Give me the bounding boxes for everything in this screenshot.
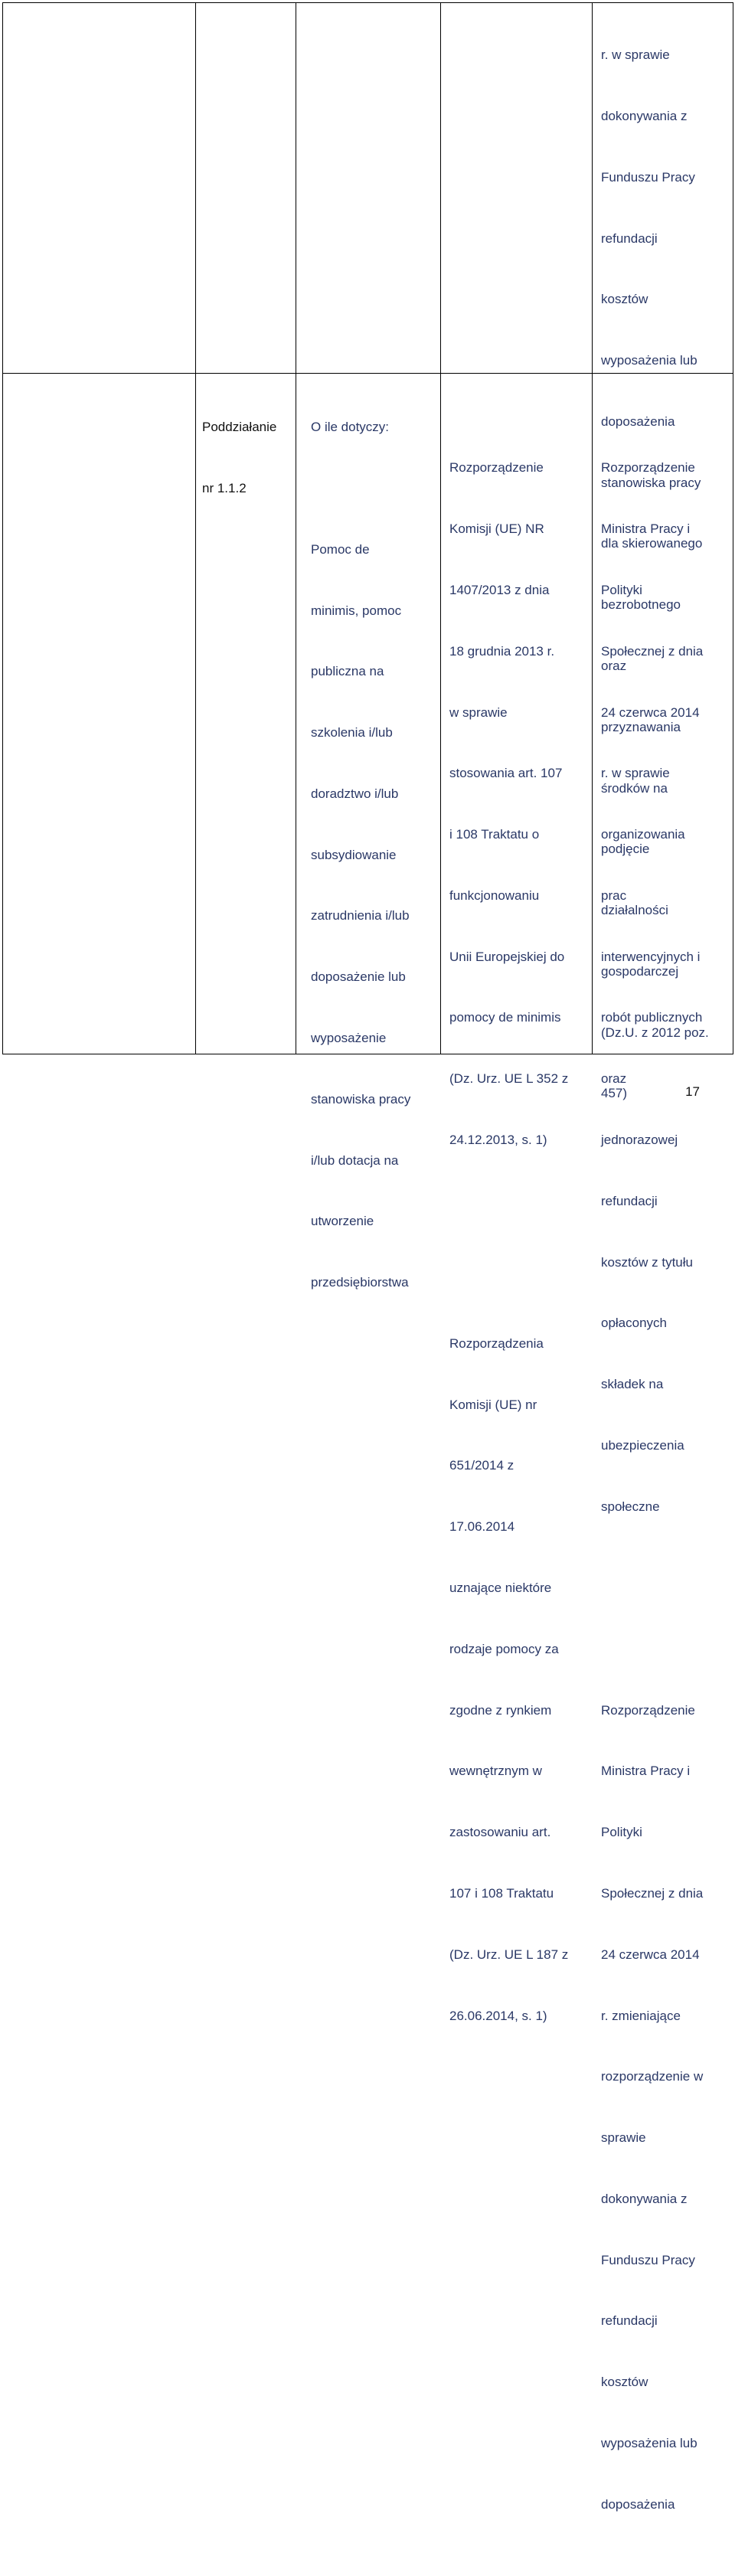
- regulation-line: r. zmieniające: [601, 2008, 681, 2023]
- regulation-line: (Dz.U. z 2012 poz.: [601, 1025, 709, 1040]
- regulation-line: interwencyjnych i: [601, 949, 701, 964]
- aid-type-line: stanowiska pracy: [311, 1091, 411, 1107]
- aid-type-line: i/lub dotacja na: [311, 1152, 399, 1168]
- regulation-line: funkcjonowaniu: [449, 888, 540, 903]
- regulation-line: Społecznej z dnia: [601, 643, 704, 659]
- regulation-line: r. w sprawie: [601, 766, 670, 781]
- subaction-line: nr 1.1.2: [202, 480, 247, 495]
- aid-type-line: szkolenia i/lub: [311, 725, 393, 740]
- aid-type-line: doposażenie lub: [311, 969, 406, 985]
- aid-type-line: subsydiowanie: [311, 847, 397, 862]
- regulation-line: 17.06.2014: [449, 1519, 515, 1535]
- column-divider-3: [440, 2, 441, 1054]
- regulation-line: i 108 Traktatu o: [449, 827, 540, 842]
- regulation-line: Rozporządzenie: [601, 460, 695, 476]
- regulation-line: środków na: [601, 780, 668, 796]
- regulation-line: składek na: [601, 1377, 664, 1392]
- regulation-line: Unii Europejskiej do: [449, 949, 565, 964]
- regulation-line: przyznawania: [601, 719, 681, 734]
- national-regulation-prac-interwencyjnych: [601, 417, 703, 1558]
- aid-type-line: wyposażenie: [311, 1031, 387, 1045]
- regulation-line: 26.06.2014, s. 1): [449, 2008, 547, 2023]
- regulation-line: Funduszu Pracy: [601, 169, 695, 185]
- national-regulation-amending: [601, 1659, 703, 2555]
- aid-type-line: Pomoc de: [311, 541, 370, 557]
- regulation-line: 107 i 108 Traktatu: [449, 1885, 554, 1901]
- column-divider-4: [592, 2, 593, 1054]
- aid-type-line: publiczna na: [311, 664, 384, 679]
- regulation-line: wewnętrznym w: [449, 1764, 542, 1779]
- regulation-line: kosztów: [601, 292, 648, 307]
- eu-regulation-651: [449, 1293, 568, 2068]
- regulation-line: uznające niektóre: [449, 1581, 552, 1596]
- regulation-line: r. w sprawie: [601, 47, 670, 63]
- regulation-line: oraz: [601, 1071, 627, 1087]
- regulation-line: dokonywania z: [601, 2191, 688, 2206]
- regulation-line: Rozporządzenia: [449, 1335, 544, 1351]
- eu-regulation-1414: [449, 417, 568, 1192]
- regulation-line: kosztów: [601, 2375, 648, 2390]
- regulation-line: dla skierowanego: [601, 536, 703, 551]
- aid-type-line: minimis, pomoc: [311, 603, 402, 618]
- regulation-line: Rozporządzenie: [601, 1702, 695, 1718]
- regulation-line: zgodne z rynkiem: [449, 1702, 552, 1718]
- regulation-line: Ministra Pracy i: [601, 1764, 691, 1779]
- regulation-line: (Dz. Urz. UE L 352 z: [449, 1071, 569, 1087]
- aid-type-line: przedsiębiorstwa: [311, 1275, 409, 1290]
- regulation-line: gospodarczej: [601, 963, 679, 979]
- column-divider-1: [195, 2, 196, 1054]
- regulation-line: 457): [601, 1086, 628, 1101]
- regulation-line: (Dz. Urz. UE L 187 z: [449, 1947, 569, 1962]
- regulation-line: doposażenia: [601, 414, 675, 429]
- regulation-line: wyposażenia lub: [601, 353, 697, 368]
- regulation-line: sprawie: [601, 2130, 646, 2146]
- regulation-line: Komisji (UE) NR: [449, 521, 544, 537]
- regulation-line: oraz: [601, 659, 627, 673]
- regulation-line: społeczne: [601, 1499, 660, 1514]
- regulation-line: działalności: [601, 903, 668, 918]
- regulation-line: Komisji (UE) nr: [449, 1397, 537, 1412]
- regulation-line: 24 czerwca 2014: [601, 704, 700, 720]
- regulation-line: Społecznej z dnia: [601, 1885, 704, 1901]
- regulation-line: rozporządzenie w: [601, 2069, 704, 2084]
- regulation-line: ubezpieczenia: [601, 1437, 684, 1453]
- regulation-line: kosztów z tytułu: [601, 1254, 693, 1270]
- regulation-line: 24.12.2013, s. 1): [449, 1132, 547, 1147]
- national-regulations-cell: [601, 377, 703, 2576]
- aid-type-line: utworzenie: [311, 1214, 374, 1229]
- regulation-line: 18 grudnia 2013 r.: [449, 643, 555, 659]
- regulation-line: w sprawie: [449, 704, 508, 720]
- regulation-line: rodzaje pomocy za: [449, 1641, 559, 1656]
- regulation-line: 24 czerwca 2014: [601, 1947, 700, 1962]
- regulation-line: 651/2014 z: [449, 1458, 514, 1473]
- aid-type-line: zatrudnienia i/lub: [311, 908, 410, 924]
- regulation-line: podjęcie: [601, 842, 650, 857]
- regulation-line: refundacji: [601, 1193, 658, 1208]
- subaction-label: [202, 377, 276, 519]
- regulation-line: zastosowaniu art.: [449, 1825, 551, 1840]
- regulation-line: opłaconych: [601, 1316, 668, 1331]
- aid-type-line: doradztwo i/lub: [311, 786, 399, 801]
- regulation-line: organizowania: [601, 827, 685, 842]
- regulation-line: prac: [601, 888, 627, 903]
- regulation-line: Polityki: [601, 582, 642, 597]
- regulation-line: dokonywania z: [601, 108, 688, 123]
- table-border-left: [2, 2, 3, 1054]
- regulation-line: refundacji: [601, 230, 658, 246]
- regulation-line: refundacji: [601, 2313, 658, 2329]
- regulation-line: robót publicznych: [601, 1010, 703, 1025]
- aid-type-heading: O ile dotyczy:: [311, 420, 390, 435]
- regulation-line: stanowiska pracy: [601, 475, 701, 490]
- regulation-line: 1407/2013 z dnia: [449, 582, 550, 597]
- regulation-line: pomocy de minimis: [449, 1010, 561, 1025]
- aid-type-cell: [311, 377, 410, 1313]
- regulation-line: Polityki: [601, 1825, 642, 1840]
- regulation-line: Funduszu Pracy: [601, 2252, 695, 2267]
- regulation-line: Ministra Pracy i: [601, 521, 691, 537]
- page-number: 17: [685, 1084, 700, 1099]
- regulation-line: jednorazowej: [601, 1132, 678, 1147]
- table-border-top: [2, 2, 733, 3]
- eu-regulations-cell: [449, 377, 568, 2087]
- subaction-line: Poddziałanie: [202, 420, 277, 435]
- regulation-line: bezrobotnego: [601, 597, 681, 613]
- regulation-line: stosowania art. 107: [449, 766, 563, 781]
- regulation-line: wyposażenia lub: [601, 2435, 697, 2450]
- regulation-line: doposażenia: [601, 2496, 675, 2512]
- regulation-line: Rozporządzenie: [449, 460, 544, 476]
